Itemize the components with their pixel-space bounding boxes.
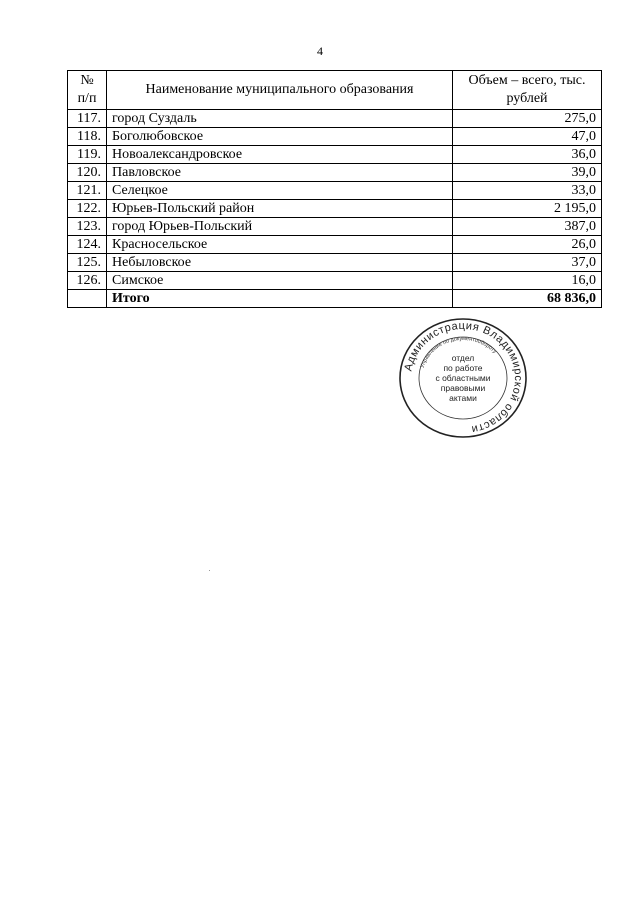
table-row: [68, 254, 602, 272]
row-number: 125.: [68, 254, 107, 272]
row-number: 121.: [68, 182, 107, 200]
total-label: Итого: [107, 290, 453, 308]
row-number: 118.: [68, 128, 107, 146]
budget-table: [67, 70, 602, 308]
row-municipality: Юрьев-Польский район: [107, 200, 453, 218]
table-row: [68, 218, 602, 236]
row-municipality: Боголюбовское: [107, 128, 453, 146]
row-amount: 26,0: [453, 236, 602, 254]
stamp-line: актами: [449, 393, 477, 403]
official-stamp: [397, 316, 529, 440]
row-amount: 275,0: [453, 110, 602, 128]
row-municipality: Павловское: [107, 164, 453, 182]
svg-text:Управление по документообороту: Управление по документообороту: [419, 335, 498, 369]
svg-text:Администрация Владимирской обл: Администрация Владимирской области: [402, 319, 525, 436]
row-number: 119.: [68, 146, 107, 164]
stamp-line: отдел: [451, 353, 475, 363]
row-number: 126.: [68, 272, 107, 290]
row-number: 124.: [68, 236, 107, 254]
row-amount: 47,0: [453, 128, 602, 146]
row-amount: 33,0: [453, 182, 602, 200]
table-row: [68, 272, 602, 290]
header-name: [107, 71, 453, 110]
table-row: [68, 182, 602, 200]
stamp-line: с областными: [435, 373, 491, 383]
table-row: [68, 128, 602, 146]
row-municipality: Новоалександровское: [107, 146, 453, 164]
header-amount-label: Объем – всего, тыс. рублей: [468, 73, 586, 106]
row-municipality: Симское: [107, 272, 453, 290]
stamp-center-text: [397, 316, 529, 440]
table-row: [68, 146, 602, 164]
table-row: [68, 110, 602, 128]
row-amount: 36,0: [453, 146, 602, 164]
row-number: 117.: [68, 110, 107, 128]
header-amount: [453, 71, 602, 110]
row-number: 123.: [68, 218, 107, 236]
header-num-label: № п/п: [77, 73, 97, 106]
row-amount: 2 195,0: [453, 200, 602, 218]
row-municipality: Селецкое: [107, 182, 453, 200]
scan-speck: [209, 570, 210, 571]
stamp-line: по работе: [443, 363, 483, 373]
row-amount: 39,0: [453, 164, 602, 182]
header-name-label: Наименование муниципального образования: [145, 82, 414, 97]
row-amount: 387,0: [453, 218, 602, 236]
table-row: [68, 164, 602, 182]
row-number: 120.: [68, 164, 107, 182]
row-municipality: Небыловское: [107, 254, 453, 272]
total-num-cell: [68, 290, 107, 308]
stamp-line: правовыми: [440, 383, 486, 393]
row-number: 122.: [68, 200, 107, 218]
total-amount: 68 836,0: [453, 290, 602, 308]
total-row: [68, 290, 602, 308]
table-body: [68, 110, 602, 308]
row-municipality: город Суздаль: [107, 110, 453, 128]
page-number: 4: [317, 44, 323, 58]
row-amount: 37,0: [453, 254, 602, 272]
header-num: [68, 71, 107, 110]
row-municipality: Красносельское: [107, 236, 453, 254]
row-amount: 16,0: [453, 272, 602, 290]
table-row: [68, 236, 602, 254]
row-municipality: город Юрьев-Польский: [107, 218, 453, 236]
table-header-row: [68, 71, 602, 110]
table-row: [68, 200, 602, 218]
